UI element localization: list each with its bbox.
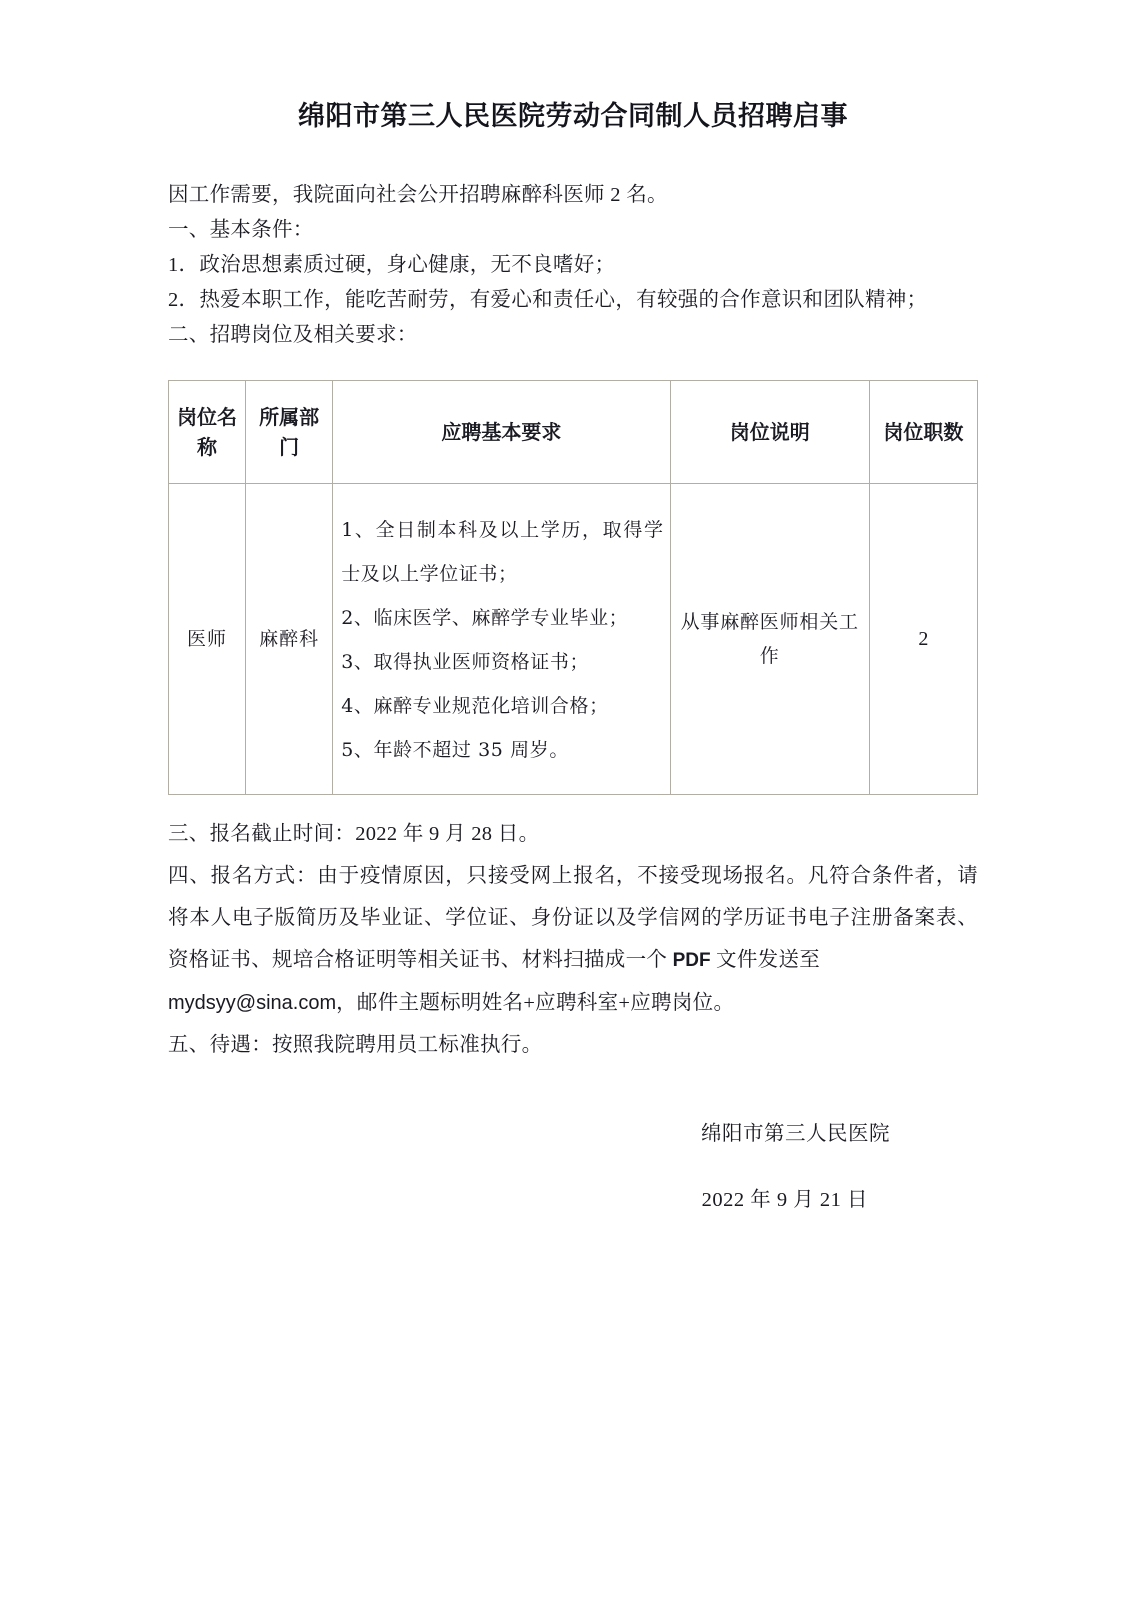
section-treatment: 五、待遇：按照我院聘用员工标准执行。 (168, 1034, 543, 1057)
apply-method-text-part2: 文件发送至 (710, 949, 821, 972)
section-two-heading: 二、招聘岗位及相关要求： (168, 324, 418, 347)
cell-department: 麻醉科 (246, 484, 333, 795)
job-positions-table (168, 380, 978, 795)
column-header-headcount: 岗位职数 (869, 381, 977, 484)
signature-date: 2022 年 9 月 21 日 (701, 1189, 868, 1212)
document-content (168, 0, 978, 1218)
signature-block (168, 1116, 978, 1218)
cell-position-name: 医师 (169, 484, 246, 795)
cell-requirements (333, 484, 670, 795)
column-header-department: 所属部门 (246, 381, 333, 484)
section-deadline: 三、报名截止时间：2022 年 9 月 28 日。 (168, 823, 540, 846)
column-header-position-desc: 岗位说明 (670, 381, 869, 484)
intro-paragraph: 因工作需要，我院面向社会公开招聘麻醉科医师 2 名。 (168, 184, 668, 207)
signature-organization: 绵阳市第三人民医院 (701, 1123, 890, 1146)
requirement-item: 4、麻醉专业规范化培训合格； (341, 695, 609, 718)
page-title: 绵阳市第三人民医院劳动合同制人员招聘启事 (298, 101, 848, 131)
requirement-item: 3、取得执业医师资格证书； (341, 651, 590, 674)
requirement-item: 2、临床医学、麻醉学专业毕业； (341, 607, 629, 630)
apply-method-text-part1: 四、报名方式：由于疫情原因，只接受网上报名，不接受现场报名。凡符合条件者，请将本人电子版简历及毕业证、学位证、身份证以及学信网的学历证书电子注册备案表、资格证书、规培合格证明等相关证书、材料扫描成一个 (168, 865, 978, 972)
contact-email[interactable]: mydsyy@sina.com (168, 992, 337, 1015)
requirements-list (341, 508, 663, 772)
cell-headcount: 2 (869, 484, 977, 795)
section-apply-method (168, 855, 978, 982)
cell-position-description: 从事麻醉医师相关工作 (670, 484, 869, 795)
table-header-row (169, 381, 978, 484)
requirement-item: 1、全日制本科及以上学历，取得学士及以上学位证书； (341, 519, 664, 586)
basic-condition-2: 2．热爱本职工作，能吃苦耐劳，有爱心和责任心，有较强的合作意识和团队精神； (168, 289, 928, 312)
job-table-wrapper (168, 380, 978, 795)
table-row (169, 484, 978, 795)
column-header-position-name: 岗位名称 (169, 381, 246, 484)
email-suffix-text: ，邮件主题标明姓名+应聘科室+应聘岗位。 (336, 992, 735, 1015)
pdf-label: PDF (672, 950, 711, 972)
section-email-line (168, 982, 978, 1024)
lower-sections (168, 813, 978, 1066)
table-header (169, 381, 978, 484)
table-body (169, 484, 978, 795)
section-one-heading: 一、基本条件： (168, 219, 314, 242)
column-header-requirements: 应聘基本要求 (333, 381, 670, 484)
intro-section (168, 178, 978, 353)
requirement-item: 5、年龄不超过 35 周岁。 (341, 739, 569, 762)
basic-condition-1: 1．政治思想素质过硬，身心健康，无不良嗜好； (168, 254, 616, 277)
